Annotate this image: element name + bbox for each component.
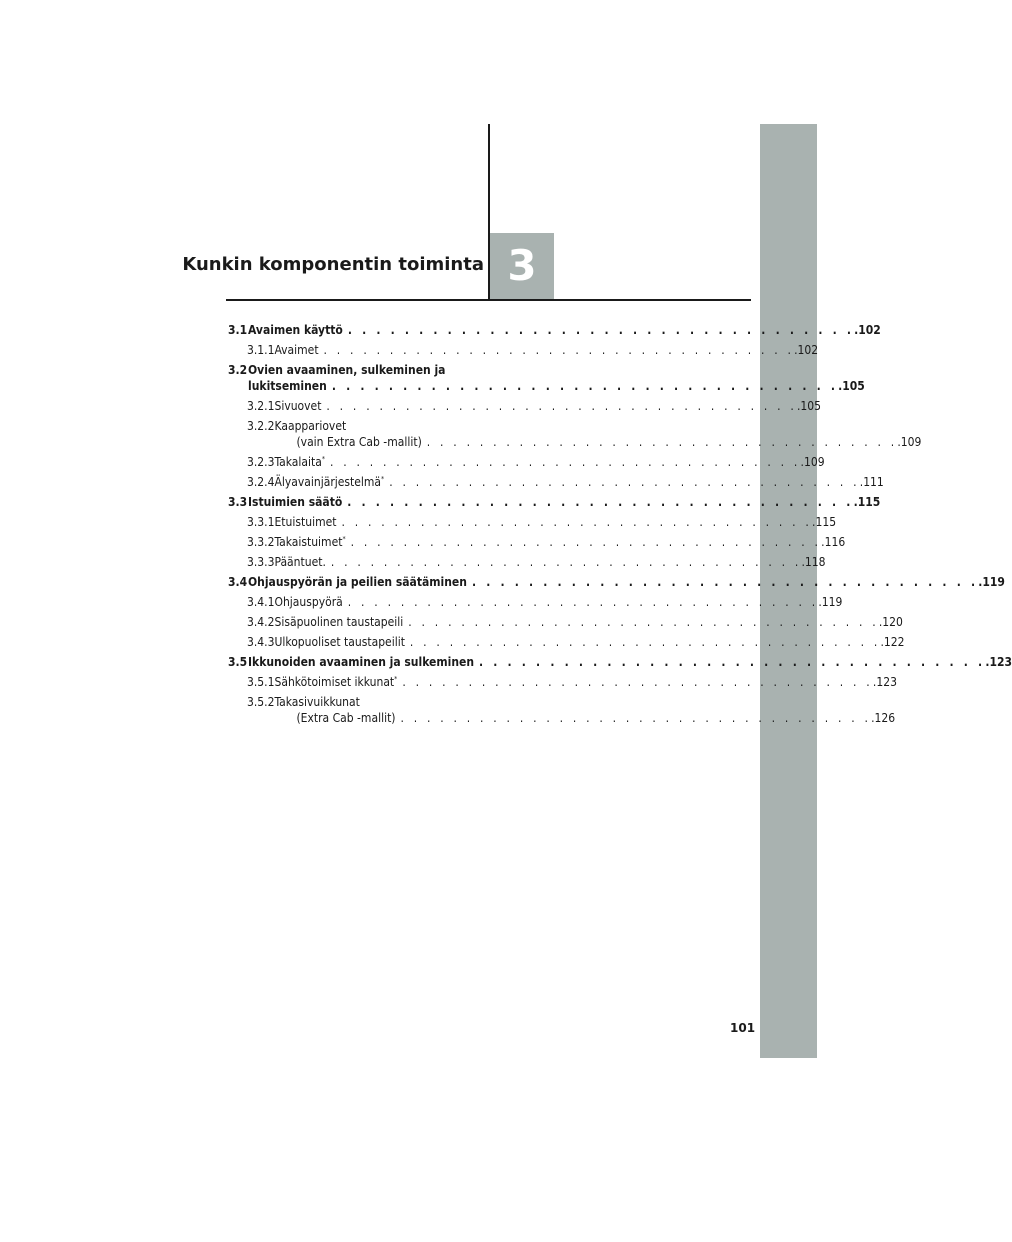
toc-entry[interactable] — [228, 322, 881, 338]
dot-leader: . . . . . . . . . . . . . . . . . . . . . . . . . . . . . . . . . . . . — [389, 475, 860, 489]
toc-entry-number: 3.2.4 — [247, 475, 275, 489]
toc-entry-title: (vain Extra Cab -mallit) — [296, 435, 422, 449]
toc-entry-page: .116 — [821, 535, 846, 549]
dot-leader: . . . . . . . . . . . . . . . . . . . . . . . . . . . . . . . . . . . . — [402, 675, 873, 689]
toc-entry-page: .115 — [853, 495, 881, 509]
toc-entry-page: .102 — [794, 343, 819, 357]
dot-leader: . . . . . . . . . . . . . . . . . . . . . . . . . . . . . . . . . . . . — [341, 515, 813, 529]
page-number: 101 — [730, 1021, 756, 1035]
toc-entry[interactable] — [228, 494, 881, 510]
toc-entry-title: Takasivuikkunat — [274, 695, 360, 709]
toc-entry[interactable] — [228, 614, 903, 630]
toc-entry[interactable] — [228, 674, 897, 690]
toc-entry-number: 3.2.3 — [247, 455, 275, 469]
footnote-asterisk: * — [381, 475, 385, 483]
toc-entry-number: 3.1 — [228, 323, 248, 337]
chapter-number: 3 — [507, 241, 537, 290]
dot-leader: . . . . . . . . . . . . . . . . . . . . . . . . . . . . . . . . . . . . — [329, 455, 801, 469]
toc-entry[interactable] — [228, 514, 837, 530]
toc-entry-number: 3.2.2 — [247, 419, 275, 433]
toc-entry-page: .123 — [985, 655, 1012, 669]
dot-leader: . . . . . . . . . . . . . . . . . . . . . . . . . . . . . . . . . . . . — [426, 435, 898, 449]
footnote-asterisk: * — [321, 455, 325, 463]
toc-entry-title: Ovien avaaminen, sulkeminen ja — [248, 363, 446, 377]
toc-entry-number: 3.5.2 — [247, 695, 275, 709]
toc-entry-number: 3.5 — [228, 655, 248, 669]
toc-entry-title: Sivuovet — [274, 399, 322, 413]
toc-entry-number: 3.3.1 — [247, 515, 275, 529]
toc-entry[interactable] — [228, 362, 865, 394]
toc-entry-page: .119 — [818, 595, 843, 609]
dot-leader: . . . . . . . . . . . . . . . . . . . . . . . . . . . . . . . . . . . . — [347, 595, 819, 609]
toc-entry-number: 3.2.1 — [247, 399, 275, 413]
toc-entry-page: .126 — [871, 711, 896, 725]
dot-leader: . . . . . . . . . . . . . . . . . . . . . . . . . . . . . . . . . . . . — [408, 615, 879, 629]
toc-entry-title: Avaimen käyttö — [248, 323, 343, 337]
toc-entry-title: (Extra Cab -mallit) — [296, 711, 396, 725]
chapter-title: Kunkin komponentin toiminta — [182, 254, 484, 275]
toc-entry-title: lukitseminen — [248, 379, 327, 393]
dot-leader: . . . . . . . . . . . . . . . . . . . . . . . . . . . . . . . . . . . . — [323, 343, 795, 357]
toc-entry[interactable] — [228, 654, 1012, 670]
toc-entry-page: .120 — [878, 615, 903, 629]
toc-entry[interactable] — [228, 398, 822, 414]
toc-entry-title: Ohjauspyörän ja peilien säätäminen — [248, 575, 467, 589]
toc-entry[interactable] — [228, 594, 843, 610]
toc-entry[interactable] — [228, 454, 825, 470]
toc-entry[interactable] — [228, 474, 884, 490]
toc-entry-page: .102 — [854, 323, 881, 337]
toc-entry-title: Ulkopuoliset taustapeilit — [274, 635, 405, 649]
toc-entry-title: Pääntuet. — [274, 555, 326, 569]
toc-entry-page: .105 — [797, 399, 822, 413]
toc-entry-page: .109 — [897, 435, 922, 449]
toc-entry-title: Istuimien säätö — [248, 495, 343, 509]
toc-entry[interactable] — [228, 534, 846, 550]
toc-entry-number: 3.4.3 — [247, 635, 275, 649]
toc-entry-number: 3.4.1 — [247, 595, 275, 609]
toc-entry-title: Takaistuimet* — [274, 535, 346, 549]
toc-entry-page: .115 — [812, 515, 837, 529]
dot-leader: . . . . . . . . . . . . . . . . . . . . . . . . . . . . . . . . . . . . — [326, 399, 797, 413]
toc-entry-page: .123 — [872, 675, 897, 689]
dot-leader: . . . . . . . . . . . . . . . . . . . . . . . . . . . . . . . . . . . . — [331, 379, 839, 393]
toc-entry-number: 3.4.2 — [247, 615, 275, 629]
toc-entry-title: Ikkunoiden avaaminen ja sulkeminen — [248, 655, 475, 669]
toc-entry-number: 3.3.2 — [247, 535, 275, 549]
toc-entry-number: 3.3.3 — [247, 555, 275, 569]
dot-leader: . . . . . . . . . . . . . . . . . . . . . . . . . . . . . . . . . . . . — [347, 323, 855, 337]
toc-entry-page: .111 — [859, 475, 884, 489]
chapter-number-box — [490, 233, 554, 299]
toc-entry-page: .122 — [880, 635, 905, 649]
toc-entry-number: 3.1.1 — [247, 343, 275, 357]
dot-leader: . . . . . . . . . . . . . . . . . . . . . . . . . . . . . . . . . . . . — [400, 711, 872, 725]
dot-leader: . . . . . . . . . . . . . . . . . . . . . . . . . . . . . . . . . . . . — [330, 555, 802, 569]
footnote-asterisk: * — [394, 675, 398, 683]
toc-entry-title: Etuistuimet — [274, 515, 337, 529]
toc-entry[interactable] — [228, 418, 922, 450]
dot-leader: . . . . . . . . . . . . . . . . . . . . . . . . . . . . . . . . . . . . — [347, 495, 854, 509]
toc-entry-title: Sisäpuolinen taustapeili — [274, 615, 404, 629]
toc-entry-number: 3.3 — [228, 495, 248, 509]
toc-entry-number: 3.2 — [228, 363, 248, 377]
dot-leader: . . . . . . . . . . . . . . . . . . . . . . . . . . . . . . . . . . . . — [479, 655, 986, 669]
toc-entry-title: Takalaita* — [274, 455, 325, 469]
toc-entry[interactable] — [228, 554, 826, 570]
toc-entry[interactable] — [228, 574, 1005, 590]
toc-entry-page: .105 — [838, 379, 865, 393]
toc-entry-title: Kaappariovet — [274, 419, 347, 433]
toc-entry-title: Avaimet — [274, 343, 319, 357]
footnote-asterisk: * — [342, 535, 346, 543]
toc-entry-title: Älyavainjärjestelmä* — [274, 475, 385, 489]
toc-entry-page: .118 — [801, 555, 826, 569]
toc-entry[interactable] — [228, 694, 896, 726]
dot-leader: . . . . . . . . . . . . . . . . . . . . . . . . . . . . . . . . . . . . — [350, 535, 822, 549]
toc-entry[interactable] — [228, 634, 905, 650]
table-of-contents — [228, 322, 1012, 730]
toc-entry-number: 3.5.1 — [247, 675, 275, 689]
toc-entry-page: .109 — [800, 455, 825, 469]
toc-entry[interactable] — [228, 342, 819, 358]
toc-entry-number: 3.4 — [228, 575, 248, 589]
header-rule — [226, 299, 751, 301]
dot-leader: . . . . . . . . . . . . . . . . . . . . . . . . . . . . . . . . . . . . — [471, 575, 979, 589]
toc-entry-title: Ohjauspyörä — [274, 595, 343, 609]
chapter-side-tab — [760, 124, 817, 1058]
toc-entry-page: .119 — [978, 575, 1005, 589]
toc-entry-title: Sähkötoimiset ikkunat* — [274, 675, 398, 689]
dot-leader: . . . . . . . . . . . . . . . . . . . . . . . . . . . . . . . . . . . . — [409, 635, 881, 649]
